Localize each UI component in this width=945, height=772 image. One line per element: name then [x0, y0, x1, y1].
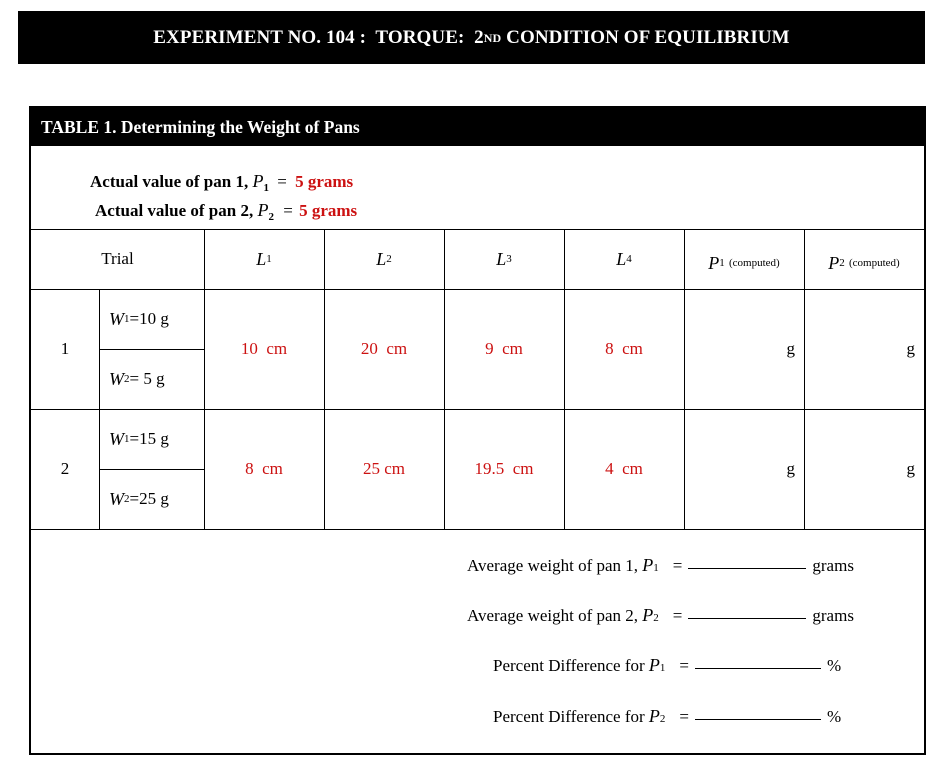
summary-pct-diff-1-unit: %: [827, 656, 842, 675]
row-2-w2-text: =25 g: [129, 489, 169, 508]
summary-pct-diff-1-label: Percent Difference for: [493, 656, 645, 675]
summary-pct-diff-2-eq: =: [679, 707, 689, 726]
header-l1: L 1: [256, 248, 272, 269]
row-2-l4: 4 cm: [605, 459, 643, 478]
header-l4: L 4: [616, 248, 632, 269]
row-1-w2-text: = 5 g: [129, 369, 165, 388]
header-trial: Trial: [101, 249, 134, 268]
experiment-title: EXPERIMENT NO. 104 : TORQUE: 2 ND CONDITION OF EQUILIBRIUM: [18, 11, 925, 64]
actual-pan-1-value: 5 grams: [295, 172, 354, 191]
header-l1-var: L: [256, 248, 267, 269]
row-2-trial: 2: [60, 459, 70, 478]
row-1-w2: W 2 = 5 g: [109, 368, 165, 389]
actual-pan-1-var: P: [252, 171, 264, 191]
grid-line: [31, 529, 924, 530]
row-2-p2-unit: g: [906, 459, 915, 478]
row-2-w1-text: =15 g: [129, 429, 169, 448]
actual-pan-2-sub: 2: [268, 211, 274, 223]
row-1-w2-var: W: [109, 368, 124, 389]
summary-avg-pan-1: Average weight of pan 1, P 1 = grams: [467, 555, 854, 575]
header-l3: L 3: [496, 248, 512, 269]
row-1-w1: W 1 =10 g: [109, 308, 169, 329]
summary-pct-diff-1-var: P: [648, 655, 660, 675]
actual-pan-2-value: 5 grams: [299, 201, 358, 220]
header-l3-var: L: [496, 248, 507, 269]
row-1-p2-unit: g: [906, 339, 915, 358]
header-l4-var: L: [616, 248, 627, 269]
summary-pct-diff-2: Percent Difference for P 2 = %: [493, 706, 842, 726]
summary-avg-pan-1-unit: grams: [812, 556, 854, 575]
row-1-l1: 10 cm: [240, 339, 288, 358]
summary-avg-pan-1-label: Average weight of pan 1,: [467, 556, 639, 575]
row-2-w2: W 2 =25 g: [109, 488, 169, 509]
row-1-w1-text: =10 g: [129, 309, 169, 328]
title-suffix: CONDITION OF EQUILIBRIUM: [501, 26, 790, 48]
header-p1-computed: P 1 (computed): [708, 252, 780, 273]
actual-pan-2-eq: =: [283, 201, 293, 220]
row-2-w2-var: W: [109, 488, 124, 509]
header-l2: L 2: [376, 248, 392, 269]
row-1-l2: 20 cm: [360, 339, 408, 358]
row-1-l4: 8 cm: [605, 339, 643, 358]
summary-avg-pan-2-label: Average weight of pan 2,: [467, 606, 639, 625]
row-1-l3: 9 cm: [485, 339, 523, 358]
header-p1-note: (computed): [729, 257, 780, 269]
actual-pan-1: [90, 171, 353, 192]
row-2-w1-var: W: [109, 428, 124, 449]
actual-pan-1-sub: 1: [263, 182, 269, 194]
summary-pct-diff-2-var: P: [648, 706, 660, 726]
summary-pct-diff-2-blank[interactable]: [695, 719, 821, 720]
summary-pct-diff-1-eq: =: [679, 656, 689, 675]
summary-pct-diff-2-unit: %: [827, 707, 842, 726]
actual-pan-1-eq: =: [277, 172, 287, 191]
summary-pct-diff-1: Percent Difference for P 1 = %: [493, 655, 842, 675]
row-2-p1-unit: g: [786, 459, 795, 478]
summary-pct-diff-1-blank[interactable]: [695, 668, 821, 669]
header-p2-computed: P 2 (computed): [828, 252, 900, 273]
actual-pan-2-label: Actual value of pan 2,: [95, 201, 254, 220]
summary-avg-pan-2-eq: =: [672, 606, 683, 625]
row-2-l1: 8 cm: [245, 459, 283, 478]
summary-avg-pan-1-eq: =: [672, 556, 683, 575]
row-2-l2: 25 cm: [362, 459, 406, 478]
summary-avg-pan-2-var: P: [642, 605, 654, 625]
row-2-l3: 19.5 cm: [474, 459, 534, 478]
row-2-w1: W 1 =15 g: [109, 428, 169, 449]
header-p2-note: (computed): [849, 257, 900, 269]
header-l2-var: L: [376, 248, 387, 269]
header-p1-var: P: [708, 252, 720, 273]
table-1: [29, 106, 926, 755]
summary-avg-pan-2-blank[interactable]: [688, 618, 806, 619]
actual-pan-1-label: Actual value of pan 1,: [90, 172, 249, 191]
actual-pan-2-var: P: [257, 200, 269, 220]
row-1-p1-unit: g: [786, 339, 795, 358]
row-1-w1-var: W: [109, 308, 124, 329]
title-prefix: EXPERIMENT NO. 104 : TORQUE: 2: [153, 26, 484, 48]
summary-avg-pan-2: Average weight of pan 2, P 2 = grams: [467, 605, 854, 625]
summary-avg-pan-2-unit: grams: [812, 606, 854, 625]
actual-pan-2: [95, 200, 357, 221]
summary-avg-pan-1-var: P: [642, 555, 654, 575]
table-1-heading: TABLE 1. Determining the Weight of Pans: [31, 108, 924, 146]
summary-pct-diff-2-label: Percent Difference for: [493, 707, 645, 726]
header-p2-var: P: [828, 252, 840, 273]
row-1-trial: 1: [60, 339, 70, 358]
summary-avg-pan-1-blank[interactable]: [688, 568, 806, 569]
